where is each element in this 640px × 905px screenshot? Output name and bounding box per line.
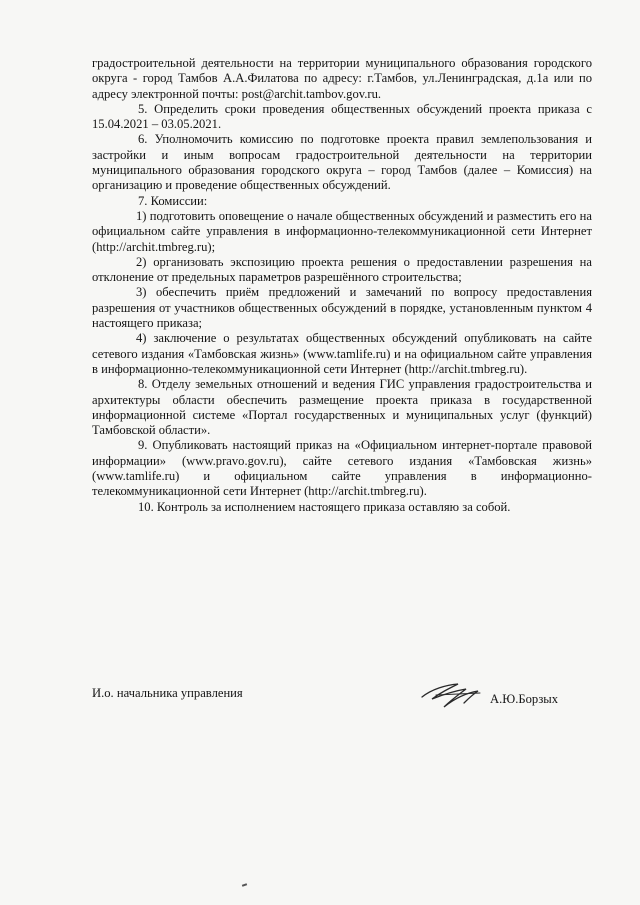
subparagraph-7-1: 1) подготовить оповещение о начале общественных обсуждений и разместить его на официальном сайте управления в информационно-телекоммуникационной сети Интернет (http://archit.tmbreg.ru); — [92, 208, 592, 254]
paragraph-5: 5. Определить сроки проведения общественных обсуждений проекта приказа с 15.04.2021 – 03.05.2021. — [92, 101, 592, 132]
paragraph-6: 6. Уполномочить комиссию по подготовке проекта правил землепользования и застройки и иным вопросам градостроительной деятельности на территории муниципального образования городского округа – город Тамбов (далее – Комиссия) на организацию и проведение общественных обсуждений. — [92, 132, 592, 193]
signatory-title: И.о. начальника управления — [92, 686, 243, 700]
subparagraph-7-2: 2) организовать экспозицию проекта решения о предоставлении разрешения на отклонение от предельных параметров разрешённого строительства; — [92, 254, 592, 285]
scan-speck — [242, 883, 247, 887]
paragraph-8: 8. Отделу земельных отношений и ведения ГИС управления градостроительства и архитектуры области обеспечить размещение проекта приказа в государственной информационной системе «Портал государственных и муниципальных услуг (функций) Тамбовской области». — [92, 377, 592, 438]
paragraph-address: градостроительной деятельности на территории муниципального образования городского округа - город Тамбов А.А.Филатова по адресу: г.Тамбов, ул.Ленинградская, д.1а или по адресу электронной почты: post@archit.tambov.gov.ru. — [92, 56, 592, 101]
paragraph-10: 10. Контроль за исполнением настоящего приказа оставляю за собой. — [138, 499, 511, 514]
paragraph-9: 9. Опубликовать настоящий приказ на «Официальном интернет-портале правовой информации» (www.pravo.gov.ru), сайте сетевого издания «Тамбовская жизнь» (www.tamlife.ru) и официальном сайте управления в информационно-телекоммуникационной сети Интернет (http://archit.tmbreg.ru). — [92, 438, 592, 499]
handwritten-signature — [418, 677, 490, 718]
document-body — [92, 56, 592, 515]
subparagraph-7-3: 3) обеспечить приём предложений и замечаний по вопросу предоставления разрешения от участников общественных обсуждений в порядке, установленным пунктом 4 настоящего приказа; — [92, 285, 592, 331]
subparagraph-7-4: 4) заключение о результатах общественных обсуждений опубликовать на сайте сетевого издания «Тамбовская жизнь» (www.tamlife.ru) и на официальном сайте управления в информационно-телекоммуникационной сети Интернет (http://archit.tmbreg.ru). — [92, 331, 592, 376]
paragraph-7: 7. Комиссии: — [138, 193, 208, 208]
signatory-name: А.Ю.Борзых — [490, 692, 559, 706]
